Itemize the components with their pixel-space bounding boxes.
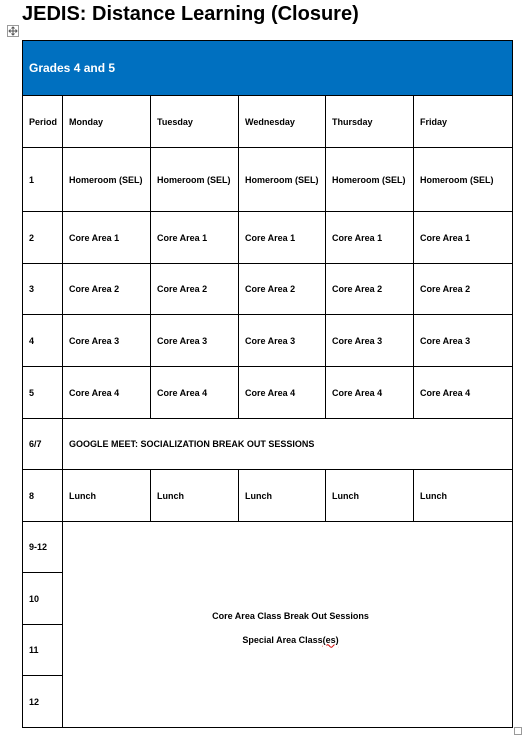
table-move-handle-icon[interactable] <box>7 25 19 37</box>
table-row <box>23 212 513 264</box>
period-cell: 1 <box>23 148 63 212</box>
period-cell: 9-12 <box>23 522 63 573</box>
lunch-cell: Lunch <box>151 470 239 522</box>
schedule-cell: Core Area 1 <box>151 212 239 264</box>
schedule-cell: Core Area 3 <box>414 315 513 367</box>
period-cell: 10 <box>23 573 63 625</box>
table-row <box>23 367 513 419</box>
period-cell: 3 <box>23 264 63 315</box>
breakout-line-2 <box>69 635 512 645</box>
table-row-lunch <box>23 470 513 522</box>
schedule-cell: Core Area 3 <box>326 315 414 367</box>
column-header-monday: Monday <box>63 96 151 148</box>
breakout-sessions-cell <box>63 522 513 728</box>
schedule-cell: Core Area 4 <box>151 367 239 419</box>
table-row <box>23 148 513 212</box>
schedule-cell: Core Area 1 <box>414 212 513 264</box>
period-cell: 12 <box>23 676 63 728</box>
schedule-cell: Core Area 1 <box>239 212 326 264</box>
schedule-cell: Core Area 2 <box>151 264 239 315</box>
socialization-cell: GOOGLE MEET: SOCIALIZATION BREAK OUT SESSIONS <box>63 419 513 470</box>
table-row <box>23 522 513 573</box>
lunch-cell: Lunch <box>63 470 151 522</box>
special-area-text: Special Area Class <box>242 634 323 645</box>
lunch-cell: Lunch <box>414 470 513 522</box>
schedule-cell: Core Area 2 <box>326 264 414 315</box>
column-header-period: Period <box>23 96 63 148</box>
schedule-cell: Core Area 3 <box>63 315 151 367</box>
lunch-cell: Lunch <box>239 470 326 522</box>
schedule-cell: Core Area 3 <box>239 315 326 367</box>
schedule-cell: Core Area 2 <box>414 264 513 315</box>
table-resize-handle-icon[interactable] <box>514 727 522 735</box>
schedule-table <box>22 40 513 728</box>
document-title: JEDIS: Distance Learning (Closure) <box>22 3 359 25</box>
schedule-cell: Core Area 4 <box>63 367 151 419</box>
period-cell: 6/7 <box>23 419 63 470</box>
table-row <box>23 315 513 367</box>
period-cell: 11 <box>23 625 63 676</box>
period-cell: 2 <box>23 212 63 264</box>
table-row-socialization <box>23 419 513 470</box>
grade-header: Grades 4 and 5 <box>23 41 513 96</box>
period-cell: 5 <box>23 367 63 419</box>
schedule-cell: Homeroom (SEL) <box>151 148 239 212</box>
schedule-cell: Homeroom (SEL) <box>63 148 151 212</box>
schedule-cell: Core Area 2 <box>63 264 151 315</box>
column-header-row <box>23 96 513 148</box>
schedule-cell: Core Area 4 <box>326 367 414 419</box>
column-header-wednesday: Wednesday <box>239 96 326 148</box>
column-header-friday: Friday <box>414 96 513 148</box>
lunch-cell: Lunch <box>326 470 414 522</box>
column-header-tuesday: Tuesday <box>151 96 239 148</box>
schedule-cell: Homeroom (SEL) <box>326 148 414 212</box>
breakout-line-1: Core Area Class Break Out Sessions <box>212 610 369 621</box>
schedule-cell: Core Area 1 <box>326 212 414 264</box>
schedule-cell: Homeroom (SEL) <box>414 148 513 212</box>
schedule-cell: Core Area 2 <box>239 264 326 315</box>
schedule-cell: Core Area 4 <box>414 367 513 419</box>
schedule-cell: Core Area 3 <box>151 315 239 367</box>
schedule-cell: Core Area 4 <box>239 367 326 419</box>
column-header-thursday: Thursday <box>326 96 414 148</box>
spelling-flag-text: (es) <box>322 634 339 645</box>
schedule-cell: Homeroom (SEL) <box>239 148 326 212</box>
period-cell: 4 <box>23 315 63 367</box>
table-row <box>23 264 513 315</box>
table-header-row <box>23 41 513 96</box>
schedule-cell: Core Area 1 <box>63 212 151 264</box>
period-cell: 8 <box>23 470 63 522</box>
